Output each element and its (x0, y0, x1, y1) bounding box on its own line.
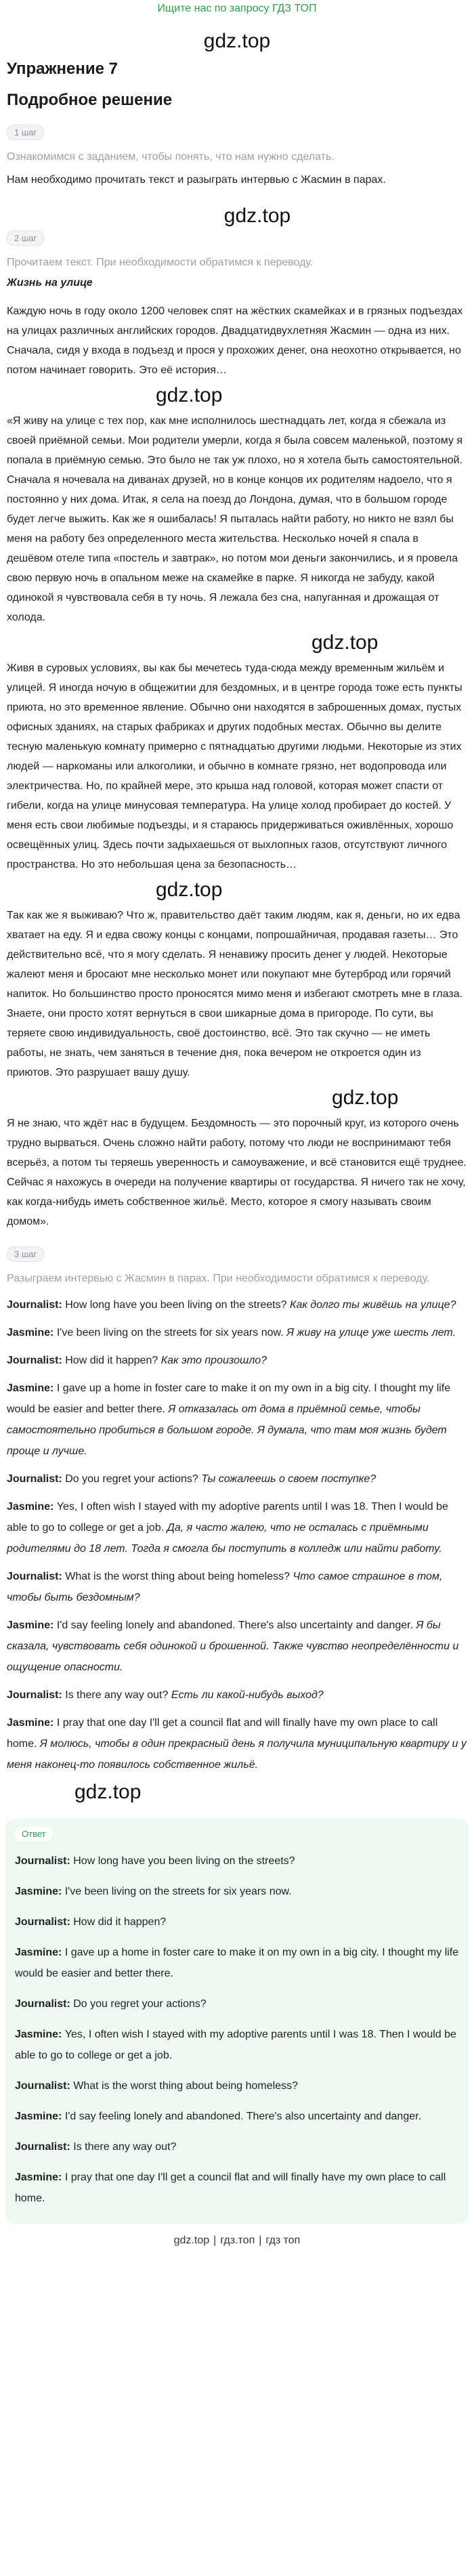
answer-line: Journalist: What is the worst thing about being homeless? (15, 2080, 298, 2092)
watermark: gdz.top (156, 879, 223, 901)
line-en: What is the worst thing about being homeless? (73, 2080, 298, 2092)
line-ru: Я бы сказала, чувствовать себя одинокой и брошенной. Также чувство неопределённости и ощущение опасности. (7, 1620, 459, 1673)
solution-title: Подробное решение (7, 91, 173, 109)
dialogue-line: Journalist: Is there any way out? Есть ли какой-нибудь выход? (7, 1689, 324, 1701)
answer-line: Jasmine: Yes, I often wish I stayed with my adoptive parents until I was 18. Then I would be able to go to college or get a job. (15, 2029, 456, 2061)
dialogue-line: Journalist: Do you regret your actions? Ты сожалеешь о своем поступке? (7, 1473, 376, 1485)
answer-box (5, 1819, 469, 2224)
watermark: gdz.top (223, 205, 291, 227)
line-en: How did it happen? (73, 1916, 167, 1928)
step-hint: Прочитаем текст. При необходимости обратимся к переводу. (7, 257, 314, 268)
answer-line: Journalist: How long have you been living on the streets? (15, 1855, 295, 1867)
step-badge: 1 шаг (7, 125, 44, 140)
line-en: How long have you been living on the streets? (65, 1299, 287, 1311)
step-text: Нам необходимо прочитать текст и разыграть интервью с Жасмин в парах. (7, 174, 386, 186)
answer-line: Jasmine: I'd say feeling lonely and abandoned. There's also uncertainty and danger. (15, 2111, 422, 2122)
dialogue-line: Jasmine: I gave up a home in foster care to make it on my own in a big city. I thought my life would be easier and better there. Я отказалась от дома в приёмной семье, чтобы самостоятельно пробиться в большом городе. Я думала, что там моя жизнь будет проще и лучше. (7, 1382, 451, 1457)
footer-link[interactable]: гдз.топ (220, 2235, 255, 2246)
line-en: Is there any way out? (73, 2141, 177, 2153)
speaker: Jasmine (7, 1382, 51, 1394)
speaker: Journalist (7, 1571, 59, 1582)
speaker: Jasmine (15, 2029, 59, 2040)
text-paragraph: Я не знаю, что ждёт нас в будущем. Бездомность — это порочный круг, из которого очень трудно вырваться. Очень сложно найти работу, потому что люди не воспринимают тебя всерьёз, а потом ты теряешь уверенность и самоуважение, и всё становится ещё труднее. Сейчас я нахожусь в очереди на получение квартиры от государства. Я ничего так не хочу, как когда-нибудь иметь собственное жильё. Место, которое я смогу называть своим домом». (7, 1118, 467, 1227)
watermark: gdz.top (74, 1781, 142, 1803)
site-logo: gdz.top (203, 30, 271, 52)
speaker: Journalist (15, 2080, 67, 2092)
line-en: Do you regret your actions? (65, 1473, 198, 1485)
speaker: Jasmine (7, 1620, 51, 1631)
line-en: Yes, I often wish I stayed with my adoptive parents until I was 18. Then I would be able to go to college or get a job. (7, 1501, 448, 1534)
step-3 (7, 1246, 467, 1804)
dialogue-line: Jasmine: I pray that one day I'll get a council flat and will finally have my own place to call home. Я молюсь, чтобы в один прекрасный день я получила муниципальную квартиру и у меня наконец-то появилось собственное жильё. (7, 1717, 467, 1771)
line-ru: Ты сожалеешь о своем поступке? (201, 1473, 376, 1485)
speaker: Journalist (15, 1916, 67, 1928)
watermark: gdz.top (332, 1086, 399, 1109)
speaker: Jasmine (7, 1501, 51, 1513)
step-hint: Ознакомимся с заданием, чтобы понять, что нам нужно сделать. (7, 151, 335, 163)
line-en: Yes, I often wish I stayed with my adoptive parents until I was 18. Then I would be able to go to college or get a job. (15, 2029, 456, 2061)
speaker: Jasmine (15, 1947, 59, 1958)
step-2 (7, 205, 467, 1231)
dialogue-line: Journalist: What is the worst thing about being homeless? Что самое страшное в том, чтобы быть бездомным? (7, 1571, 443, 1603)
line-ru: Я отказалась от дома в приёмной семье, чтобы самостоятельно пробиться в большом городе. Я думала, что там моя жизнь будет проще и лучше. (7, 1403, 447, 1457)
line-en: How did it happen? (65, 1355, 158, 1366)
text-paragraph: «Я живу на улице с тех пор, как мне исполнилось шестнадцать лет, когда я сбежала из своей приёмной семьи. Мои родители умерли, когда я была совсем маленькой, поэтому я попала в приёмную семью. Это было не так уж плохо, но я хотела быть самостоятельной. Сначала я ночевала на диванах друзей, но в конце концов их родителям надоело, что я постоянно у них дома. Итак, я села на поезд до Лондона, думая, что в большом городе будет легче выжить. Как же я ошибалась! Я пыталась найти работу, но никто не взял бы меня на работу без определенного места жительства. Несколько ночей я спала в дешёвом отеле типа «постель и завтрак», но потом мои деньги закончились, и я провела свою первую ночь в опальном меже на скамейке в парке. Я никогда не забуду, какой одинокой я чувствовала себя в ту ночь. Я лежала без сна, напуганная и дрожащая от холода. (7, 415, 463, 623)
footer-link[interactable]: гдз топ (265, 2235, 301, 2246)
line-en: I've been living on the streets for six years now. (56, 1327, 284, 1338)
line-ru: Как это произошло? (160, 1355, 267, 1366)
speaker: Journalist (7, 1689, 59, 1701)
speaker: Journalist (7, 1299, 59, 1311)
speaker: Jasmine (15, 1886, 59, 1897)
dialogue-line: Journalist: How long have you been living on the streets? Как долго ты живёшь на улице? (7, 1299, 456, 1311)
line-en: I pray that one day I'll get a council flat and will finally have my own place to call home. (15, 2172, 446, 2204)
line-en: I gave up a home in foster care to make it on my own in a big city. I thought my life would be easier and better there. (7, 1382, 451, 1415)
answer-line: Jasmine: I pray that one day I'll get a council flat and will finally have my own place to call home. (15, 2172, 446, 2204)
answer-badge: Ответ (15, 1827, 53, 1841)
dialogue-line: Journalist: How did it happen? Как это произошло? (7, 1355, 267, 1366)
line-en: Is there any way out? (65, 1689, 169, 1701)
answer-line: Journalist: Do you regret your actions? (15, 1998, 207, 2010)
dialogue-line: Jasmine: I've been living on the streets for six years now. Я живу на улице уже шесть лет. (7, 1327, 456, 1338)
line-ru: Я живу на улице уже шесть лет. (286, 1327, 456, 1338)
line-en: I pray that one day I'll get a council flat and will finally have my own place to call home. (7, 1717, 438, 1750)
dialogue-line: Jasmine: Yes, I often wish I stayed with my adoptive parents until I was 18. Then I would be able to go to college or get a job. Да, я часто жалею, что не осталась с приёмными родителями до 18 лет. Тогда я смогла бы поступить в колледж или найти работу. (7, 1501, 448, 1555)
line-en: I'd say feeling lonely and abandoned. There's also uncertainty and danger. (64, 2111, 422, 2122)
footer: gdz.top | гдз.топ | гдз топ (173, 2235, 301, 2246)
speaker: Journalist (7, 1473, 59, 1485)
line-en: I gave up a home in foster care to make it on my own in a big city. I thought my life would be easier and better there. (15, 1947, 459, 1979)
watermark: gdz.top (156, 384, 223, 406)
dialogue-line: Jasmine: I'd say feeling lonely and abandoned. There's also uncertainty and danger. Я бы сказала, чувствовать себя одинокой и брошенной. Также чувство неопределённости и ощущение опасности. (7, 1620, 459, 1673)
speaker: Journalist (15, 1855, 67, 1867)
line-ru: Что самое страшное в том, чтобы быть бездомным? (7, 1571, 443, 1603)
answer-line: Jasmine: I gave up a home in foster care to make it on my own in a big city. I thought my life would be easier and better there. (15, 1947, 459, 1979)
speaker: Journalist (7, 1355, 59, 1366)
text-paragraph: Так как же я выживаю? Что ж, правительство даёт таким людям, как я, деньги, но их едва хватает на еду. Я и едва свожу концы с концами, попрошайничая, продавая газеты… Это действительно всё, что я могу сделать. Я ненавижу просить денег у людей. Некоторые жалеют меня и бросают мне несколько монет или покупают мне бутерброд или горячий напиток. Но большинство просто проносятся мимо меня и избегают смотреть мне в глаза. Знаете, они просто хотят вернуться в свои шикарные дома в пригороде. По сути, вы теряете свою индивидуальность, своё достоинство, всё. Это так скучно — не иметь работы, не знать, чем заняться в течение дня, пока вечером не откроется один из приютов. Это разрушает вашу душу. (7, 910, 463, 1078)
watermark: gdz.top (311, 631, 379, 654)
answer-line: Journalist: How did it happen? (15, 1916, 167, 1928)
text-paragraph: Каждую ночь в году около 1200 человек спят на жёстких скамейках и в грязных подъездах на улицах различных английских городов. Двадцатидвухлетняя Жасмин — одна из них. Сначала, сидя у входа в подъезд и прося у прохожих денег, она неохотно открывается, но потом начинает говорить. Это её история… (7, 305, 463, 376)
step-1 (7, 125, 467, 190)
top-banner (0, 0, 474, 20)
speaker: Jasmine (7, 1327, 51, 1338)
line-en: How long have you been living on the streets? (73, 1855, 295, 1867)
answer-line: Jasmine: I've been living on the streets for six years now. (15, 1886, 292, 1897)
search-hint-link[interactable]: Ищите нас по запросу ГДЗ ТОП (157, 3, 317, 14)
text-paragraph: Живя в суровых условиях, вы как бы мечетесь туда-сюда между временным жильём и улицей. Я иногда ночую в общежитии для бездомных, и в центре города тоже есть пункты приюта, но это временное явление. Обычно они находятся в заброшенных домах, пустых офисных зданиях, на старых фабриках и других подобных местах. Обычно вы делите тесную маленькую комнату примерно с пятнадцатью другими людьми. Некоторые из этих людей — наркоманы или алкоголики, и обычно в комнате грязно, нет водопровода или электричества. Но, по крайней мере, это крыша над головой, которая может спасти от гибели, когда на улице минусовая температура. На улице холод пробирает до костей. У меня есть свои любимые подъезды, и я стараюсь придерживаться оживлённых, хорошо освещённых улиц. Здесь почти задыхаешься от выхлопных газов, отсутствуют личного пространства. Но это небольшая цена за безопасность… (7, 662, 462, 870)
line-ru: Есть ли какой-нибудь выход? (171, 1689, 324, 1701)
exercise-title: Упражнение 7 (7, 60, 118, 78)
speaker: Journalist (15, 1998, 67, 2010)
line-ru: Да, я часто жалею, что не осталась с приёмными родителями до 18 лет. Тогда я смогла бы поступить в колледж или найти работу. (7, 1522, 442, 1555)
line-en: Do you regret your actions? (73, 1998, 207, 2010)
answer-line: Journalist: Is there any way out? (15, 2141, 177, 2153)
speaker: Jasmine (15, 2111, 59, 2122)
speaker: Jasmine (7, 1717, 51, 1729)
speaker: Journalist (15, 2141, 67, 2153)
line-en: What is the worst thing about being homeless? (65, 1571, 290, 1582)
speaker: Jasmine (15, 2172, 59, 2183)
line-ru: Как долго ты живёшь на улице? (290, 1299, 456, 1311)
step-badge: 2 шаг (7, 230, 44, 246)
line-ru: Я молюсь, чтобы в один прекрасный день я получила муниципальную квартиру и у меня наконец-то появилось собственное жильё. (7, 1738, 467, 1771)
line-en: I'd say feeling lonely and abandoned. There's also uncertainty and danger. (56, 1620, 414, 1631)
text-heading: Жизнь на улице (7, 277, 93, 289)
step-hint: Разыграем интервью с Жасмин в парах. При необходимости обратимся к переводу. (7, 1273, 430, 1284)
line-en: I've been living on the streets for six years now. (64, 1886, 292, 1897)
footer-link[interactable]: gdz.top (173, 2235, 210, 2246)
step-badge: 3 шаг (7, 1246, 44, 1262)
